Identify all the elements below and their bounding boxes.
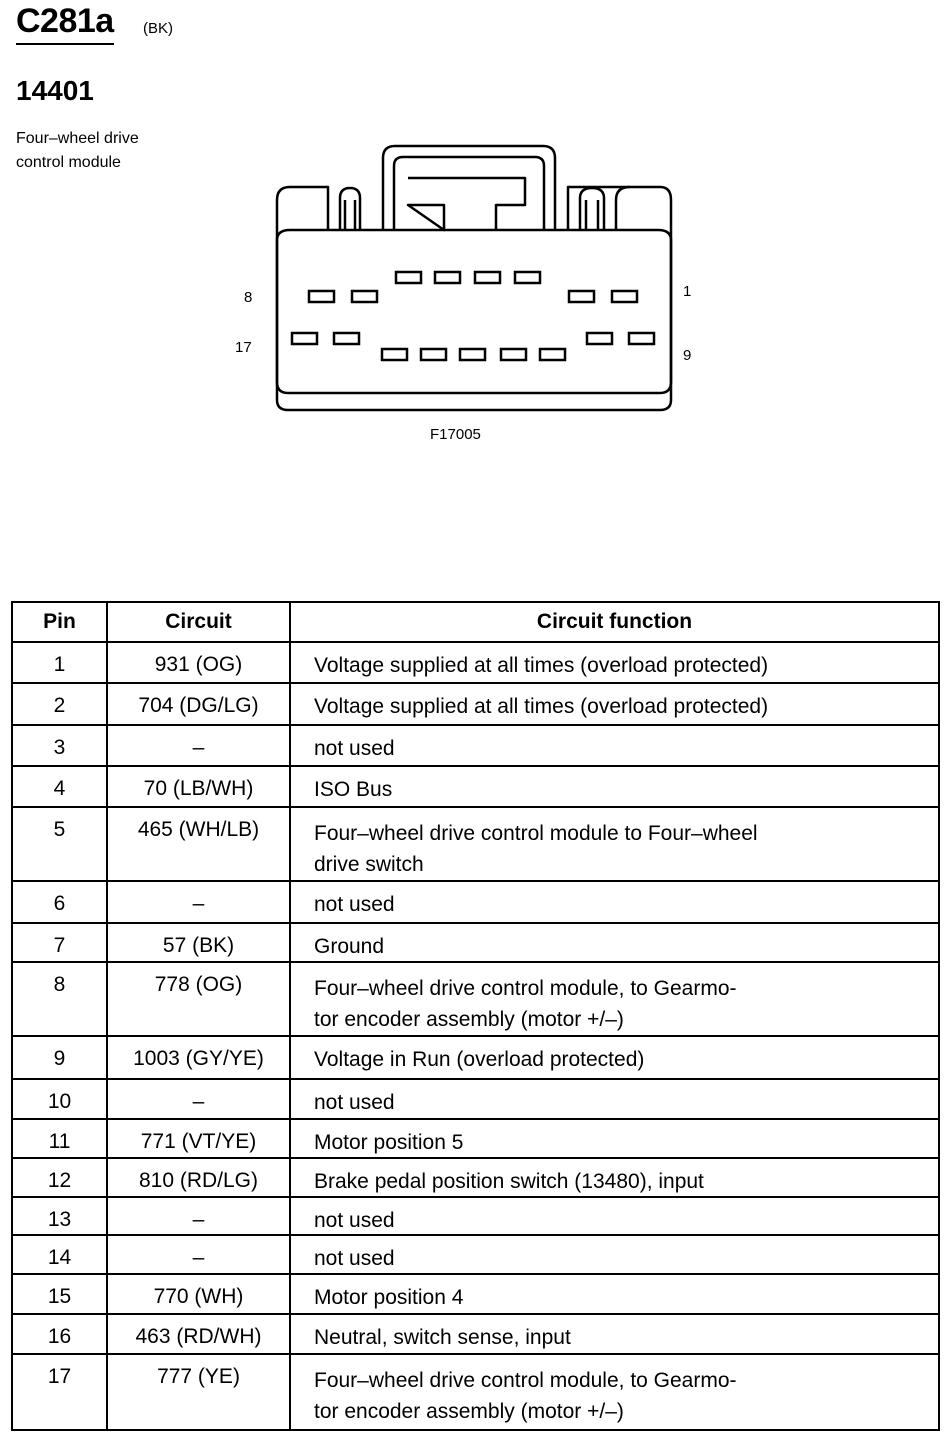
table-row (12, 923, 939, 962)
table-row (12, 1079, 939, 1119)
circuit: – (107, 725, 290, 766)
circuit-function: not used (290, 1079, 939, 1119)
pinout-table (11, 601, 940, 1431)
table-row (12, 881, 939, 923)
table-row (12, 725, 939, 766)
header-circuit: Circuit (107, 602, 290, 642)
circuit-function: Voltage supplied at all times (overload protected) (290, 642, 939, 683)
pin-cavity-16 (334, 333, 359, 344)
circuit: 931 (OG) (107, 642, 290, 683)
function-line-2: tor encoder assembly (motor +/–) (314, 1400, 624, 1423)
pin-cavity-14 (421, 349, 446, 360)
pin-cavity-13 (460, 349, 485, 360)
pin-cavity-3 (515, 272, 540, 283)
function-line-1: Four–wheel drive control module, to Gearmo- (314, 977, 737, 1000)
connector-face (277, 230, 671, 393)
circuit-function: ISO Bus (290, 766, 939, 807)
circuit-function: Motor position 4 (290, 1274, 939, 1314)
function-line-2: tor encoder assembly (motor +/–) (314, 1008, 624, 1031)
table-row (12, 1235, 939, 1274)
pin-cavity-17 (292, 333, 317, 344)
circuit-function (290, 1354, 939, 1430)
circuit-function: not used (290, 1235, 939, 1274)
pin-number: 10 (12, 1079, 107, 1119)
pin-cavity-7 (352, 291, 377, 302)
circuit-function: Neutral, switch sense, input (290, 1314, 939, 1354)
pin-cavity-15 (382, 349, 407, 360)
description-line-2: control module (16, 154, 121, 171)
table-row (12, 1036, 939, 1079)
circuit: 57 (BK) (107, 923, 290, 962)
circuit-function: not used (290, 881, 939, 923)
pin-number: 5 (12, 807, 107, 881)
table-row (12, 1197, 939, 1235)
pin-cavity-8 (309, 291, 334, 302)
circuit: – (107, 1235, 290, 1274)
pin-number: 3 (12, 725, 107, 766)
connector-color: (BK) (143, 20, 173, 37)
pin-cavity-12 (501, 349, 526, 360)
pin-cavity-1 (612, 291, 637, 302)
pin-number: 17 (12, 1354, 107, 1430)
circuit-function: not used (290, 725, 939, 766)
pin-cavity-2 (569, 291, 594, 302)
description-line-1: Four–wheel drive (16, 130, 139, 147)
pin-number: 2 (12, 683, 107, 725)
circuit-function: Motor position 5 (290, 1119, 939, 1158)
figure-id: F17005 (430, 426, 481, 443)
circuit: 704 (DG/LG) (107, 683, 290, 725)
pin-number: 6 (12, 881, 107, 923)
connector-id: C281a (16, 2, 114, 45)
table-row (12, 962, 939, 1036)
pin-number: 11 (12, 1119, 107, 1158)
header-function: Circuit function (290, 602, 939, 642)
circuit: – (107, 1197, 290, 1235)
table-row (12, 1119, 939, 1158)
table-row (12, 1314, 939, 1354)
circuit-function: Ground (290, 923, 939, 962)
table-row (12, 807, 939, 881)
circuit: 777 (YE) (107, 1354, 290, 1430)
pin-number: 15 (12, 1274, 107, 1314)
circuit: 1003 (GY/YE) (107, 1036, 290, 1079)
pin-number: 9 (12, 1036, 107, 1079)
circuit-function: Voltage supplied at all times (overload protected) (290, 683, 939, 725)
pin-cavity-10 (587, 333, 612, 344)
circuit: 771 (VT/YE) (107, 1119, 290, 1158)
pin-number: 13 (12, 1197, 107, 1235)
pin-number: 14 (12, 1235, 107, 1274)
circuit-function: not used (290, 1197, 939, 1235)
circuit: 810 (RD/LG) (107, 1158, 290, 1197)
table-row (12, 1274, 939, 1314)
pin-label-8: 8 (244, 289, 253, 306)
circuit-function (290, 807, 939, 881)
circuit: 770 (WH) (107, 1274, 290, 1314)
circuit-function: Brake pedal position switch (13480), input (290, 1158, 939, 1197)
pin-cavity-6 (396, 272, 421, 283)
pin-label-1: 1 (683, 283, 692, 300)
part-number: 14401 (16, 75, 94, 106)
table-header-row (12, 602, 939, 642)
function-line-2: drive switch (314, 853, 424, 876)
pin-cavity-4 (475, 272, 500, 283)
table-row (12, 642, 939, 683)
pin-number: 16 (12, 1314, 107, 1354)
pin-label-17: 17 (235, 339, 252, 356)
circuit: – (107, 881, 290, 923)
pin-cavity-9 (629, 333, 654, 344)
pin-number: 4 (12, 766, 107, 807)
circuit: 70 (LB/WH) (107, 766, 290, 807)
function-line-1: Four–wheel drive control module, to Gearmo- (314, 1369, 737, 1392)
table-row (12, 1354, 939, 1430)
pin-label-9: 9 (683, 347, 692, 364)
circuit: 465 (WH/LB) (107, 807, 290, 881)
table-row (12, 683, 939, 725)
connector-latch (383, 146, 555, 230)
header-pin: Pin (12, 602, 107, 642)
circuit-function: Voltage in Run (overload protected) (290, 1036, 939, 1079)
circuit: 463 (RD/WH) (107, 1314, 290, 1354)
pin-number: 8 (12, 962, 107, 1036)
pin-number: 7 (12, 923, 107, 962)
table-row (12, 766, 939, 807)
pin-number: 1 (12, 642, 107, 683)
connector-face-diagram (0, 0, 950, 460)
circuit: 778 (OG) (107, 962, 290, 1036)
pin-cavity-11 (540, 349, 565, 360)
pin-number: 12 (12, 1158, 107, 1197)
circuit: – (107, 1079, 290, 1119)
table-row (12, 1158, 939, 1197)
function-line-1: Four–wheel drive control module to Four–wheel (314, 822, 758, 845)
circuit-function (290, 962, 939, 1036)
pin-cavity-5 (435, 272, 460, 283)
